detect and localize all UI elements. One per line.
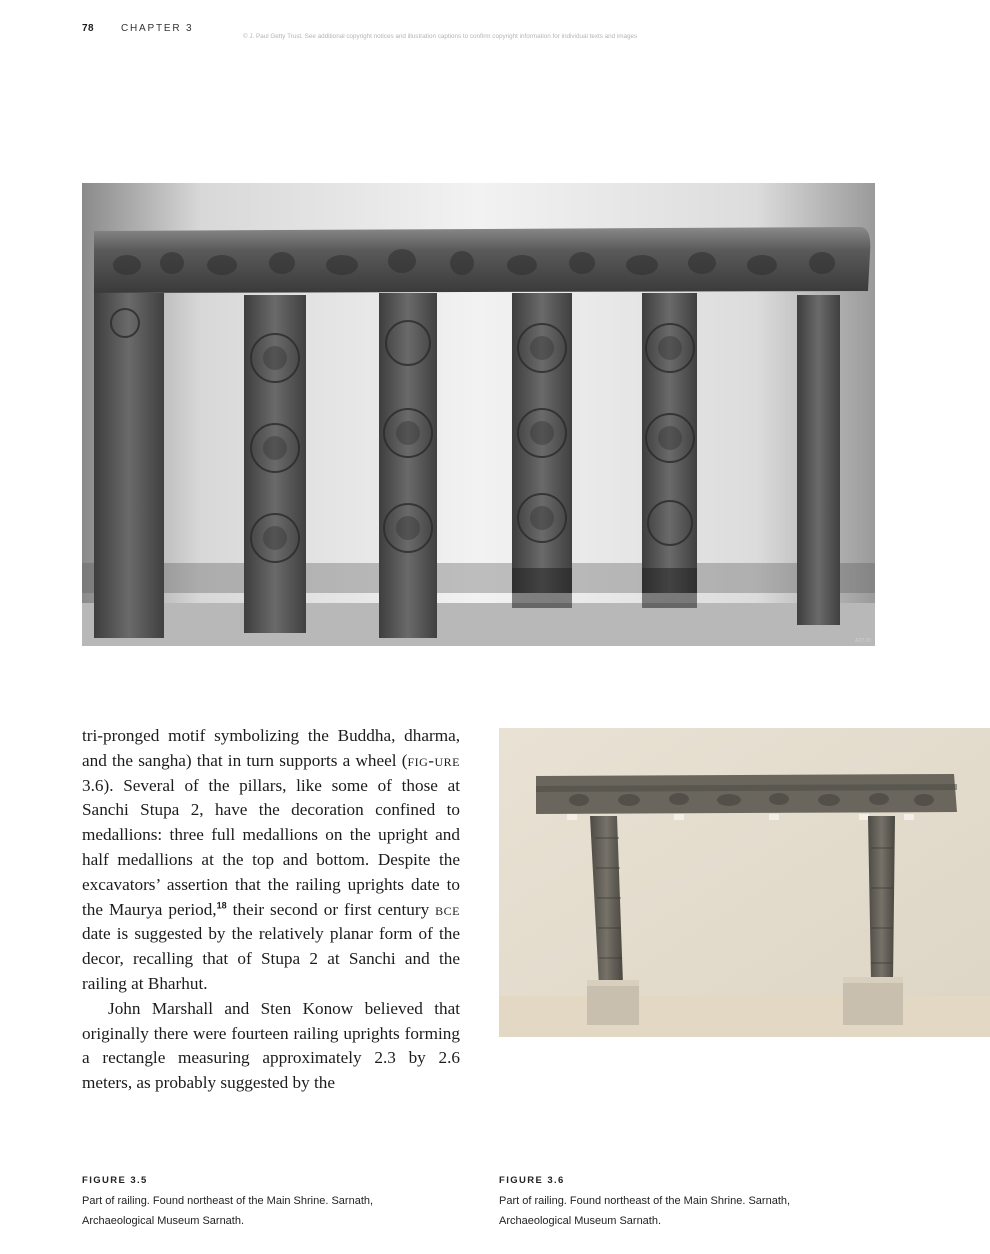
caption-line: Archaeological Museum Sarnath. — [499, 1215, 662, 1227]
figure-3-6-photo — [499, 728, 990, 1037]
figure-3-5-photo — [82, 183, 875, 646]
figure-3-5-caption — [82, 1175, 482, 1231]
copyright-notice: © J. Paul Getty Trust. See additional copyright notices and illustration captions to confirm copyright information for individual texts and images — [243, 33, 638, 40]
photo-archive-code: A27.20 — [855, 638, 871, 644]
paragraph-1: tri-pronged motif symbolizing the Buddha, dharma, and the sangha) that in turn supports a wheel (fig-ure 3.6). Several of the pillars, like some of those at Sanchi Stupa 2, have the decoration confined to medallions: three full medallions on the upright and half medallions at the top and bottom. Despite the excavators’ assertion that the railing uprights date to the Maurya period,$^{18}$ their second or first century bce date is suggested by the relatively planar form of the decor, recalling that of Stupa 2 at Sanchi and the railing at Bharhut. — [82, 726, 461, 993]
figure-label: FIGURE 3.5 — [82, 1175, 148, 1186]
page-number: 78 — [82, 23, 95, 34]
caption-line: Part of railing. Found northeast of the Main Shrine. Sarnath, — [82, 1195, 374, 1207]
railing-color-illustration — [499, 728, 990, 1037]
paragraph-2: John Marshall and Sten Konow believed that originally there were fourteen railing uprights forming a rectangle measuring approximately 2.3 by 2.6 meters, as probably suggested by the — [82, 998, 460, 1093]
chapter-label: CHAPTER 3 — [121, 23, 194, 34]
railing-bw-illustration — [82, 183, 875, 646]
body-text — [82, 724, 460, 1096]
caption-line: Part of railing. Found northeast of the Main Shrine. Sarnath, — [499, 1195, 791, 1207]
footnote-ref-18[interactable]: 18 — [216, 899, 227, 910]
figure-3-6-caption — [499, 1175, 899, 1231]
caption-line: Archaeological Museum Sarnath. — [82, 1215, 245, 1227]
figure-label: FIGURE 3.6 — [499, 1175, 565, 1186]
